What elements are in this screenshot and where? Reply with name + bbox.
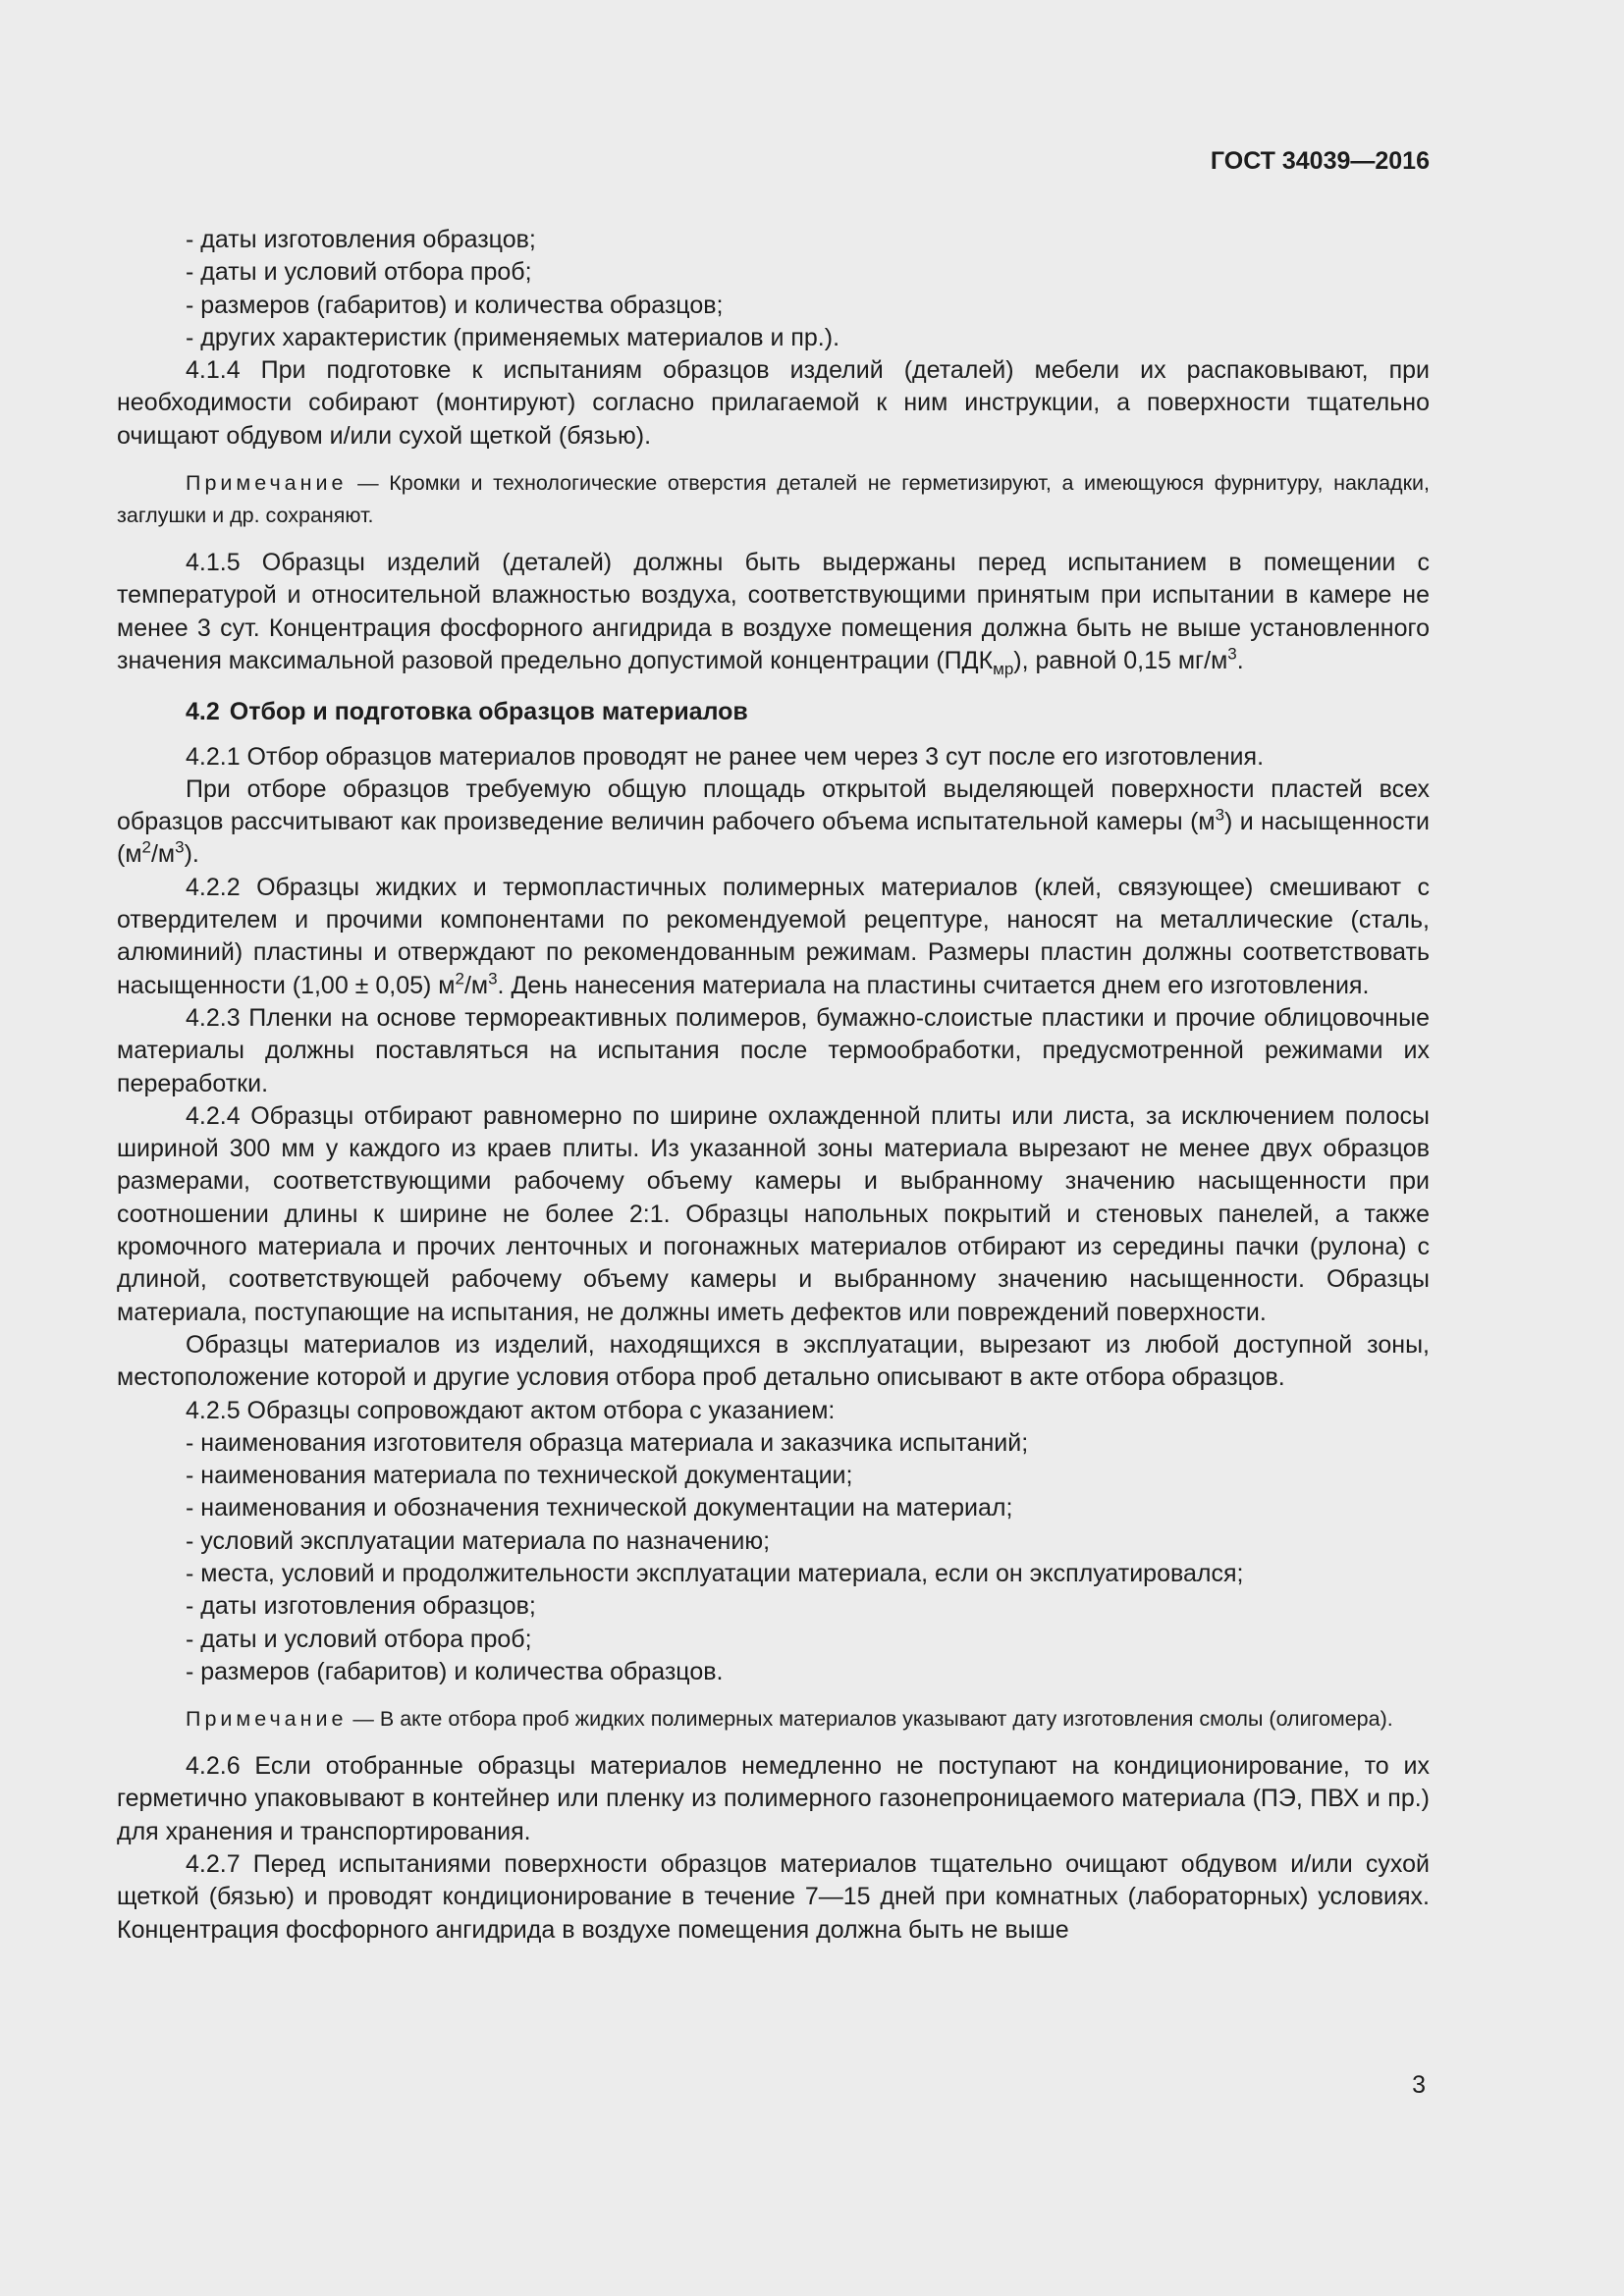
clause-4-2-5: 4.2.5 Образцы сопровождают актом отбора с указанием: [186,1396,836,1424]
list-item: - даты изготовления образцов; [186,226,536,253]
superscript: 3 [1227,644,1237,664]
note-label: Примечание [186,471,348,496]
note-label: Примечание [186,1707,348,1732]
note-2 [117,1703,1430,1735]
clause-4-2-4: 4.2.4 Образцы отбирают равномерно по ширине охлажденной плиты или листа, за исключением полосы шириной 300 мм у каждого из краев плиты. Из указанной зоны материала вырезают не менее двух образцов размерами, соответствующими рабочему объему камеры и выбранному значению насыщенности при соотношении длины к ширине не более 2:1. Образцы напольных покрытий и стеновых панелей, а также кромочного материала и прочих ленточных и погонажных материалов отбирают из середины пачки (рулона) с длиной, соответствующей рабочему объему камеры и выбранному значению насыщенности. Образцы материала, поступающие на испытания, не должны иметь дефектов или повреждений поверхности. [117,1101,1430,1326]
section-number: 4.2 [186,698,220,726]
superscript: 2 [141,838,151,858]
superscript: 3 [175,838,185,858]
clause-4-1-5 [117,547,1430,677]
clause-4-2-1: 4.2.1 Отбор образцов материалов проводят не ранее чем через 3 сут после его изготовления. [186,742,1265,771]
clause-text: /м [463,971,489,999]
clause-4-2-4-cont: Образцы материалов из изделий, находящихся в эксплуатации, вырезают из любой доступной зоны, местоположение которой и другие условия отбора проб детально описывают в акте отбора образцов. [117,1330,1430,1392]
clause-4-2-2 [117,872,1430,1002]
page-body [117,224,1430,1947]
clause-text: . [1236,646,1244,674]
list-item: - наименования и обозначения технической документации на материал; [186,1494,1013,1522]
clause-4-2-6: 4.2.6 Если отобранные образцы материалов немедленно не поступают на кондиционирование, то их герметично упаковывают в контейнер или пленку из полимерного газонепроницаемого материала (ПЭ, ПВХ и пр.) для хранения и транспортирования. [117,1752,1430,1845]
page-number: 3 [1412,2071,1426,2099]
document-code-header: ГОСТ 34039—2016 [1210,147,1430,175]
list-item: - условий эксплуатации материала по назначению; [186,1526,771,1555]
clause-4-2-1-cont [117,774,1430,872]
list-item: - даты и условий отбора проб; [186,258,532,287]
list-item: - размеров (габаритов) и количества образцов. [186,1657,724,1685]
clause-text: При отборе образцов требуемую общую площадь открытой выделяющей поверхности пластей всех образцов рассчитывают как произведение величин рабочего объема испытательной камеры (м [117,774,1430,836]
clause-text: ) и насыщенности (м [117,808,1430,869]
superscript: 3 [488,969,498,988]
clause-text: . День нанесения материала на пластины считается днем его изготовления. [497,971,1370,999]
clause-text: ). [184,840,199,869]
clause-text: /м [150,840,176,869]
clause-text: 4.1.5 Образцы изделий (деталей) должны быть выдержаны перед испытанием в помещении с температурой и относительной влажностью воздуха, соответствующими принятым при испытании в камере не менее 3 сут. Концентрация фосфорного ангидрида в воздухе помещения должна быть не выше установленного значения максимальной разовой предельно допустимой концентрации (ПДК [117,549,1430,674]
note-text: В акте отбора проб жидких полимерных материалов указывают дату изготовления смолы (олигомера). [379,1707,1393,1732]
list-item: - даты и условий отбора проб; [186,1625,532,1653]
note-dash: — [347,1707,380,1732]
list-item: - других характеристик (применяемых материалов и пр.). [186,323,840,351]
superscript: 3 [1215,805,1225,825]
list-item: - наименования изготовителя образца материала и заказчика испытаний; [186,1428,1029,1457]
note-dash: — [347,471,390,496]
clause-text: ), равной 0,15 мг/м [1013,646,1228,674]
list-item: - размеров (габаритов) и количества образцов; [186,291,724,319]
clause-text: 4.2.2 Образцы жидких и термопластичных полимерных материалов (клей, связующее) смешивают с отвердителем и прочими компонентами по рекомендуемой рецептуре, наносят на металлические (сталь, алюминий) пластины и отверждают по рекомендованным режимам. Размеры пластин должны соответствовать насыщенности (1,00 ± 0,05) м [117,873,1430,999]
clause-4-1-4: 4.1.4 При подготовке к испытаниям образцов изделий (деталей) мебели их распаковывают, при необходимости собирают (монтируют) согласно прилагаемой к ним инструкции, а поверхности тщательно очищают обдувом и/или сухой щеткой (бязью). [117,356,1430,450]
list-item: - даты изготовления образцов; [186,1592,536,1621]
subscript: мр [993,659,1014,678]
section-title: Отбор и подготовка образцов материалов [229,698,748,726]
note-1 [117,467,1430,532]
list-item: - места, условий и продолжительности эксплуатации материала, если он эксплуатировался; [186,1559,1244,1587]
clause-4-2-3: 4.2.3 Пленки на основе термореактивных полимеров, бумажно-слоистые пластики и прочие облицовочные материалы должны поставляться на испытания после термообработки, предусмотренной режимами их переработки. [117,1003,1430,1097]
superscript: 2 [455,969,464,988]
list-item: - наименования материала по технической документации; [186,1462,853,1490]
clause-4-2-7: 4.2.7 Перед испытаниями поверхности образцов материалов тщательно очищают обдувом и/или сухой щеткой (бязью) и проводят кондиционирование в течение 7—15 дней при комнатных (лабораторных) условиях. Концентрация фосфорного ангидрида в воздухе помещения должна быть не выше [117,1850,1430,1944]
note-text: Кромки и технологические отверстия деталей не герметизируют, а имеющуюся фурнитуру, накладки, заглушки и др. сохраняют. [117,471,1430,528]
section-heading-4-2 [117,696,1430,728]
